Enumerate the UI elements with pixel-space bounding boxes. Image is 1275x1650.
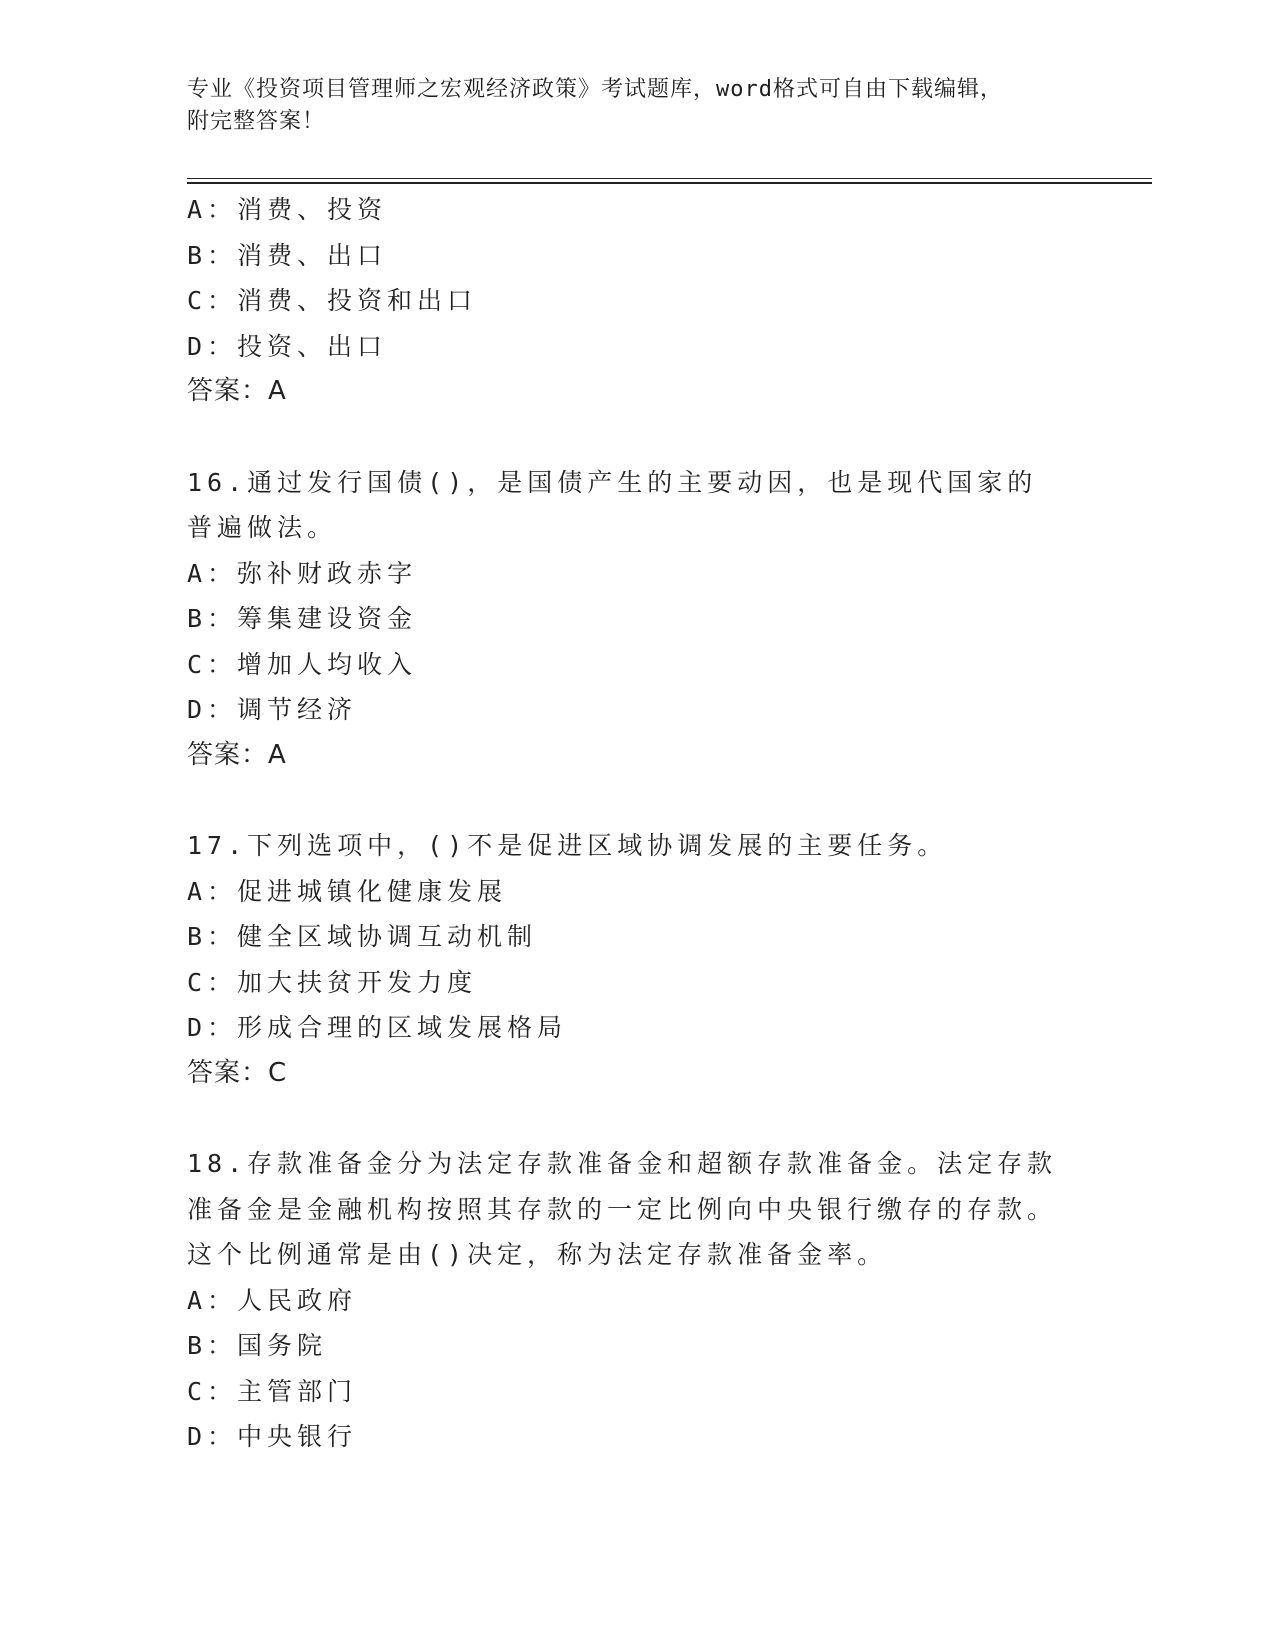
option-b: B：筹集建设资金 [187,604,418,633]
question-list [187,187,1087,1460]
document-header [187,74,1067,138]
header-divider-thick [187,182,1152,184]
option-a: A：消费、投资 [187,195,388,224]
option-b: B：健全区域协调互动机制 [187,922,538,951]
option-b: B：国务院 [187,1331,328,1360]
option-c: C：消费、投资和出口 [187,286,478,315]
question-stem: 17.下列选项中，()不是促进区域协调发展的主要任务。 [187,831,948,860]
question-stem: 16.通过发行国债()，是国债产生的主要动因，也是现代国家的普遍做法。 [187,467,1038,542]
option-a: A：促进城镇化健康发展 [187,876,508,906]
option-d: D：调节经济 [187,695,358,724]
option-c: C：加大扶贫开发力度 [187,967,478,997]
header-line-2: 附完整答案！ [187,109,326,134]
question-15 [187,187,1087,415]
answer: 答案：C [187,1057,288,1088]
option-d: D：投资、出口 [187,331,388,361]
header-line-1: 专业《投资项目管理师之宏观经济政策》考试题库，word格式可自由下载编辑， [187,77,1003,102]
option-a: A：弥补财政赤字 [187,558,418,588]
question-stem: 18.存款准备金分为法定存款准备金和超额存款准备金。法定存款准备金是金融机构按照其存款的一定比例向中央银行缴存的存款。这个比例通常是由()决定，称为法定存款准备金率。 [187,1149,1058,1269]
answer: 答案：A [187,739,287,770]
option-c: C：增加人均收入 [187,649,418,679]
option-a: A：人民政府 [187,1285,358,1315]
option-c: C：主管部门 [187,1376,358,1406]
question-18 [187,1141,1087,1460]
question-17 [187,823,1087,1096]
option-d: D：中央银行 [187,1422,358,1451]
header-divider-thin [187,178,1152,179]
option-d: D：形成合理的区域发展格局 [187,1013,568,1042]
option-b: B：消费、出口 [187,240,388,270]
answer: 答案：A [187,376,287,406]
question-16 [187,460,1087,779]
